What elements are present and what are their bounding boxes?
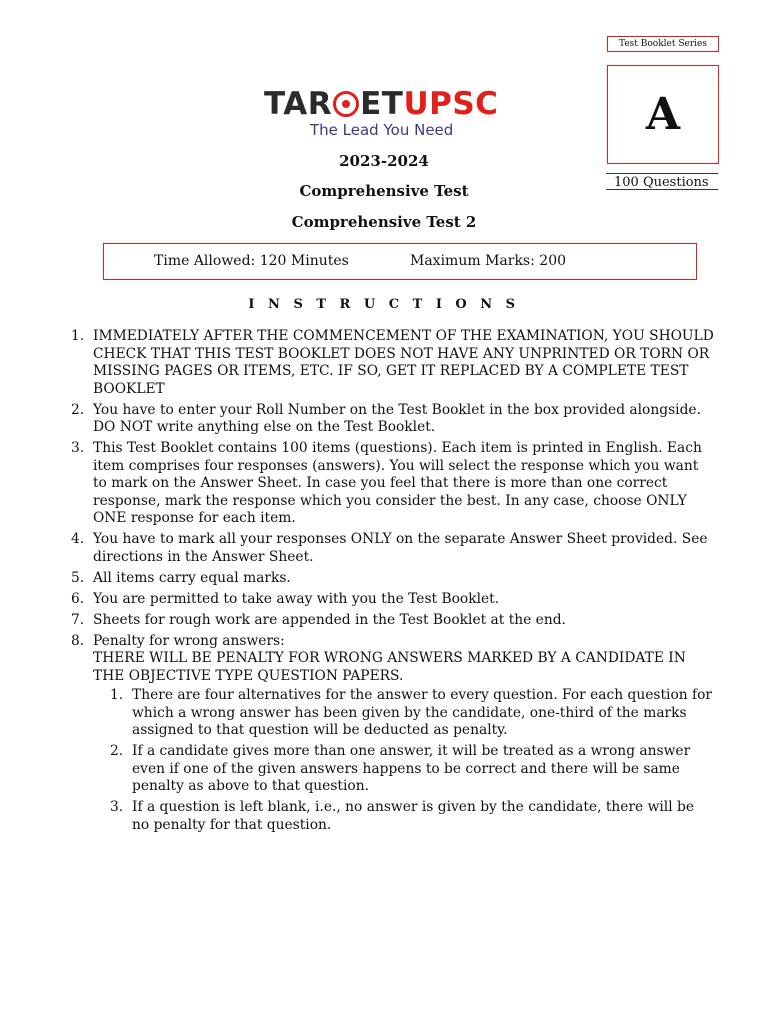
maximum-marks: Maximum Marks: 200 [410, 253, 567, 269]
penalty-title: Penalty for wrong answers: [93, 632, 285, 649]
list-item: 2. You have to enter your Roll Number on the Test Booklet in the box provided alongside. DO NOT write anything else on the Test Booklet. [71, 401, 701, 435]
test-type: Comprehensive Test [299, 182, 469, 200]
list-item: 5. All items carry equal marks. [71, 569, 291, 586]
penalty-heading: THERE WILL BE PENALTY FOR WRONG ANSWERS MARKED BY A CANDIDATE IN THE OBJECTIVE TYPE QUESTION PAPERS. [93, 650, 686, 684]
booklet-series-letter: A [607, 65, 719, 164]
list-item: 8. Penalty for wrong answers: THERE WILL BE PENALTY FOR WRONG ANSWERS MARKED BY A CANDIDATE IN THE OBJECTIVE TYPE QUESTION PAPERS. 1. There are four alternatives for the answer to every question. For each question for which a wrong answer has been given by the candidate, one-third of the marks assigned to that question will be deducted as penalty. 2. If a candidate gives more than one answer, it will be treated as a wrong answer even if one of the given answers happens to be correct and there will be same penalty as above to that question. 3. If a question is left blank, i.e., no answer is given by the candidate, there will be no penalty for that question. [93, 633, 715, 835]
test-name: Comprehensive Test 2 [291, 213, 477, 231]
penalty-sublist [110, 687, 715, 834]
test-booklet-series-label: Test Booklet Series [607, 36, 719, 52]
logo-wordmark [264, 86, 498, 122]
targetupsc-logo [264, 86, 508, 142]
exam-year: 2023-2024 [339, 152, 429, 170]
list-item: 3. If a question is left blank, i.e., no answer is given by the candidate, there will be no penalty for that question. [110, 799, 695, 833]
list-item: 1. IMMEDIATELY AFTER THE COMMENCEMENT OF THE EXAMINATION, YOU SHOULD CHECK THAT THIS TEST BOOKLET DOES NOT HAVE ANY UNPRINTED OR TORN OR MISSING PAGES OR ITEMS, ETC. IF SO, GET IT REPLACED BY A COMPLETE TEST BOOKLET [71, 328, 714, 397]
logo-text-et: ET [360, 86, 404, 122]
list-item: 1. There are four alternatives for the answer to every question. For each question for which a wrong answer has been given by the candidate, one-third of the marks assigned to that question will be deducted as penalty. [110, 687, 713, 738]
list-item: 7. Sheets for rough work are appended in the Test Booklet at the end. [71, 611, 566, 628]
target-icon [333, 91, 359, 117]
exam-info-box [103, 243, 697, 280]
logo-text-upsc: UPSC [403, 86, 499, 122]
logo-tagline: The Lead You Need [310, 121, 454, 139]
time-allowed: Time Allowed: 120 Minutes [154, 253, 349, 269]
instructions-list [71, 328, 715, 838]
list-item: 3. This Test Booklet contains 100 items (questions). Each item is printed in English. Each item comprises four responses (answers). You will select the response which you want to mark on the Answer Sheet. In case you feel that there is more than one correct response, mark the response which you consider the best. In any case, choose ONLY ONE response for each item. [71, 440, 702, 526]
question-count: 100 Questions [606, 173, 718, 190]
list-item: 2. If a candidate gives more than one answer, it will be treated as a wrong answer even if one of the given answers happens to be correct and there will be same penalty as above to that question. [110, 743, 691, 794]
instructions-heading: I N S T R U C T I O N S [248, 297, 520, 312]
logo-text-tar: TAR [264, 86, 333, 122]
list-item: 4. You have to mark all your responses ONLY on the separate Answer Sheet provided. See directions in the Answer Sheet. [71, 531, 708, 565]
list-item: 6. You are permitted to take away with you the Test Booklet. [71, 590, 500, 607]
